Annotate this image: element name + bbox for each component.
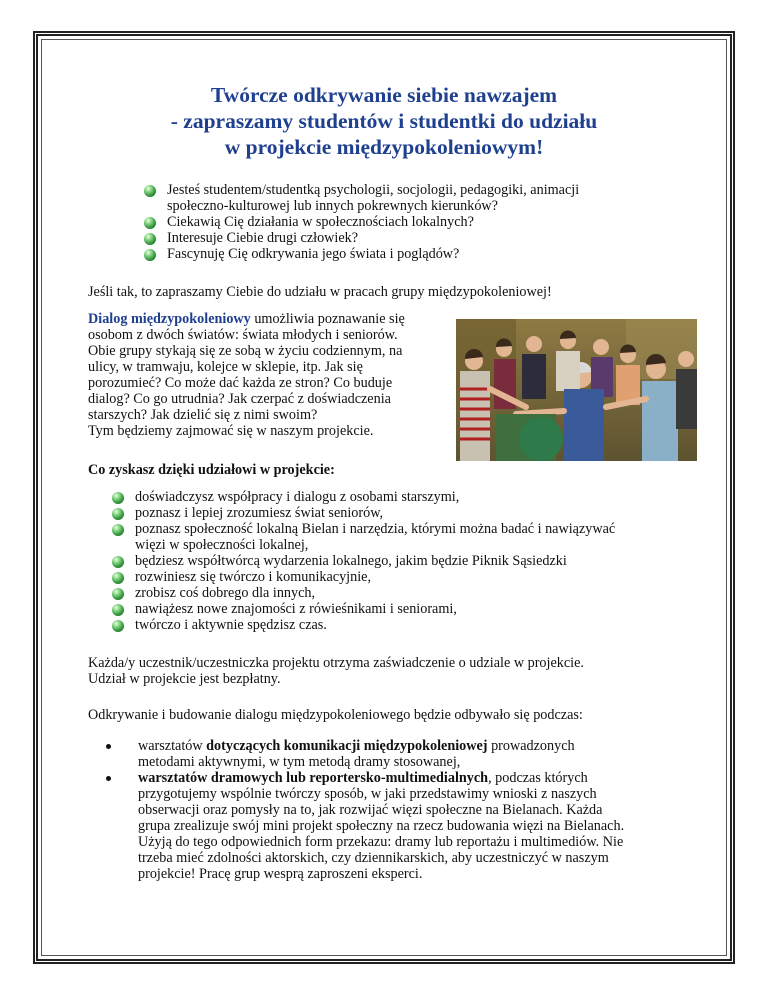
page-title [60, 82, 708, 160]
list-item: Ciekawią Cię działania w społecznościach lokalnych? [144, 214, 579, 230]
dialog-term: Dialog międzypokoleniowy [88, 311, 251, 327]
green-bullet-icon [112, 524, 124, 536]
title-line: Twórcze odkrywanie siebie nawzajem [210, 83, 558, 107]
green-bullet-icon [144, 233, 156, 245]
list-item-continuation: więzi w społeczności lokalnej, [135, 537, 309, 553]
list-item: nawiążesz nowe znajomości z rówieśnikami i seniorami, [112, 601, 615, 617]
green-bullet-icon [112, 588, 124, 600]
green-bullet-icon [144, 185, 156, 197]
gains-heading: Co zyskasz dzięki udziałowi w projekcie: [88, 462, 335, 478]
list-item: zrobisz coś dobrego dla innych, [112, 585, 615, 601]
title-line: - zapraszamy studentów i studentki do udziału [170, 109, 598, 133]
list-item: rozwiniesz się twórczo i komunikacyjnie, [112, 569, 615, 585]
list-item: doświadczysz współpracy i dialogu z osobami starszymi, [112, 489, 615, 505]
invite-paragraph: Jeśli tak, to zapraszamy Ciebie do udziału w pracach grupy międzypokoleniowej! [88, 284, 552, 300]
green-bullet-icon [144, 249, 156, 261]
list-item: poznasz społeczność lokalną Bielan i narzędzia, którymi można badać i nawiązywać [112, 521, 615, 537]
group-workshop-photo [456, 319, 697, 461]
list-item: poznasz i lepiej zrozumiesz świat seniorów, [112, 505, 615, 521]
bullet-dot-icon [106, 744, 111, 749]
list-item-continuation: przygotujemy wspólnie twórczy sposób, w jaki przedstawimy wnioski z naszych [138, 786, 597, 802]
green-bullet-icon [112, 556, 124, 568]
certificate-paragraph: Każda/y uczestnik/uczestniczka projektu otrzyma zaświadczenie o udziale w projekcie. Udział w projekcie jest bezpłatny. [88, 655, 584, 687]
list-item-continuation: społeczno-kulturowej lub innych pokrewnych kierunków? [167, 198, 498, 214]
green-bullet-icon [112, 492, 124, 504]
green-bullet-icon [144, 217, 156, 229]
green-bullet-icon [112, 508, 124, 520]
list-item: Jesteś studentem/studentką psychologii, socjologii, pedagogiki, animacji [144, 182, 579, 198]
list-item: warsztatów dotyczących komunikacji międzypokoleniowej prowadzonych [103, 738, 703, 754]
list-item: twórczo i aktywnie spędzisz czas. [112, 617, 615, 633]
list-item: Interesuje Ciebie drugi człowiek? [144, 230, 579, 246]
list-item-continuation: obserwacji oraz pomysły na to, jak rozwijać więzi społeczne na Bielanach. Każda [138, 802, 603, 818]
discovery-paragraph: Odkrywanie i budowanie dialogu międzypokoleniowego będzie odbywało się podczas: [88, 707, 583, 723]
workshops-list [103, 738, 703, 882]
intro-bullet-list [144, 182, 579, 262]
bullet-dot-icon [106, 776, 111, 781]
list-item-continuation: metodami aktywnymi, w tym metodą dramy stosowanej, [138, 754, 461, 770]
title-line: w projekcie międzypokoleniowym! [224, 135, 544, 159]
list-item-continuation: Użyją do tego odpowiednich form przekazu: dramy lub reportażu i multimediów. Nie [138, 834, 624, 850]
green-bullet-icon [112, 620, 124, 632]
list-item: warsztatów dramowych lub reportersko-multimedialnych, podczas których [103, 770, 703, 786]
gains-bullet-list [112, 489, 615, 633]
dialog-paragraph: Dialog międzypokoleniowy umożliwia poznawanie się osobom z dwóch światów: świata młodych i seniorów. Obie grupy stykają się ze sobą w życiu codziennym, na ulicy, w tramwaju, kolejce w sklepie, itp. Jak się porozumieć? Co może dać każda ze stron? Co buduje dialog? Co go utrudnia? Jak czerpać z doświadczenia starszych? Jak dzielić się z nimi swoim? Tym będziemy zajmować się w naszym projekcie. [88, 311, 405, 439]
green-bullet-icon [112, 572, 124, 584]
list-item-continuation: projekcie! Pracę grup wesprą zaproszeni eksperci. [138, 866, 423, 882]
photo-illustration [456, 319, 697, 461]
list-item-continuation: trzeba mieć zdolności aktorskich, czy dziennikarskich, aby uczestniczyć w naszym [138, 850, 609, 866]
list-item-continuation: grupa zrealizuje swój mini projekt społeczny na rzecz budowania więzi na Bielanach. [138, 818, 625, 834]
list-item: Fascynuję Cię odkrywania jego świata i poglądów? [144, 246, 579, 262]
list-item: będziesz współtwórcą wydarzenia lokalnego, jakim będzie Piknik Sąsiedzki [112, 553, 615, 569]
green-bullet-icon [112, 604, 124, 616]
